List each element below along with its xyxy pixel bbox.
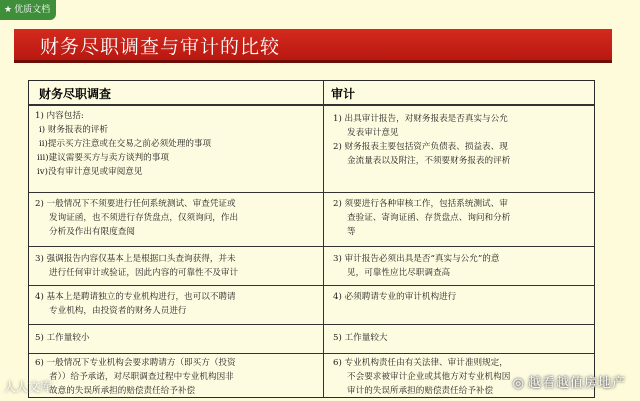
- cell-right: [327, 286, 592, 304]
- cell-line: iii)建议需要买方与卖方谈判的事项: [37, 153, 169, 163]
- cell-line: 故意的失误所承担的赔偿责任给予补偿: [49, 386, 196, 396]
- table-row: [29, 247, 594, 286]
- cell-line: 6) 一般情况下专业机构会要求聘请方（即买方（投资: [35, 358, 236, 368]
- quality-doc-badge: [0, 0, 56, 20]
- watermark-left: 人人文库: [4, 380, 53, 394]
- cell-line: 2) 须要进行各种审核工作，包括系统测试、审: [333, 199, 508, 209]
- cell-line: 分析及作出有限度查阅: [49, 227, 135, 237]
- cell-line: iv)没有审计意见或审阅意见: [37, 167, 143, 177]
- cell-line: 金流量表以及附注，不须要财务报表的评析: [347, 156, 511, 166]
- watermark: [513, 372, 626, 391]
- cell-line: 发表审计意见: [347, 128, 399, 138]
- cell-line: 发询证函，也不须进行存货盘点，仅须询问，作出: [49, 213, 239, 223]
- cell-line: 3) 审计报告必须出具是否“真实与公允”的意: [333, 254, 500, 264]
- header-due-diligence: 财务尽职调查: [39, 87, 112, 101]
- cell-left: [29, 325, 319, 345]
- cell-left: [29, 106, 319, 179]
- title-bar: [14, 29, 612, 63]
- cell-line: 查验证、寄询证函、存货盘点、询问和分析: [347, 213, 511, 223]
- cell-line: 4) 基本上是聘请独立的专业机构进行，也可以不聘请: [35, 292, 236, 302]
- star-icon: ★: [4, 5, 13, 15]
- cell-left: [29, 247, 319, 280]
- cell-left: [29, 286, 319, 318]
- table-row: [29, 106, 594, 193]
- cell-left: [29, 354, 319, 398]
- table-header: [29, 81, 594, 106]
- cell-line: 专业机构，由投资者的财务人员进行: [49, 306, 187, 316]
- table-row: [29, 286, 594, 325]
- cell-right: [327, 247, 592, 280]
- cell-line: 见，可靠性应比尽职调查高: [347, 268, 451, 278]
- cell-right: [327, 325, 592, 345]
- cell-left: [29, 193, 319, 239]
- watermark-text: 越看越值房地产: [527, 376, 626, 391]
- cell-line: 等: [347, 227, 356, 237]
- cell-right: [327, 193, 592, 239]
- cell-line: 进行任何审计或验证，因此内容的可靠性不及审计: [49, 268, 239, 278]
- slide-title: 财务尽职调查与审计的比较: [40, 36, 281, 58]
- cell-line: i) 财务报表的评析: [39, 125, 108, 135]
- cell-line: 3) 强调报告内容仅基本上是根据口头查询获得，并未: [35, 254, 236, 264]
- cell-line: 1) 出具审计报告，对财务报表是否真实与公允: [333, 114, 508, 124]
- cell-line: 5) 工作量较小: [35, 333, 90, 343]
- table-row: [29, 325, 594, 354]
- table-row: [29, 193, 594, 247]
- cell-line: 6) 专业机构责任由有关法律、审计准则规定，: [333, 358, 508, 368]
- table-row: [29, 354, 594, 397]
- cell-line: ii)提示买方注意或在交易之前必须处理的事项: [39, 139, 212, 149]
- cell-line: 4) 必须聘请专业的审计机构进行: [333, 292, 457, 302]
- cell-line: 5) 工作量较大: [333, 333, 388, 343]
- cell-line: 1) 内容包括:: [35, 111, 84, 121]
- cell-line: 者））给予承诺，对尽职调查过程中专业机构因非: [49, 372, 234, 382]
- cell-line: 审计的失误所承担的赔偿责任给予补偿: [347, 386, 494, 396]
- cell-line: 2) 一般情况下不须要进行任何系统测试、审查凭证或: [35, 199, 236, 209]
- cell-right: [327, 106, 592, 168]
- cell-line: 不会要求被审计企业或其他方对专业机构因: [347, 372, 511, 382]
- badge-label: 优质文档: [14, 5, 51, 15]
- cell-line: 2) 财务报表主要包括资产负债表、损益表、现: [333, 142, 508, 152]
- comparison-table: [28, 80, 595, 398]
- header-audit: 审计: [331, 87, 356, 101]
- wechat-icon: ◎: [512, 376, 525, 391]
